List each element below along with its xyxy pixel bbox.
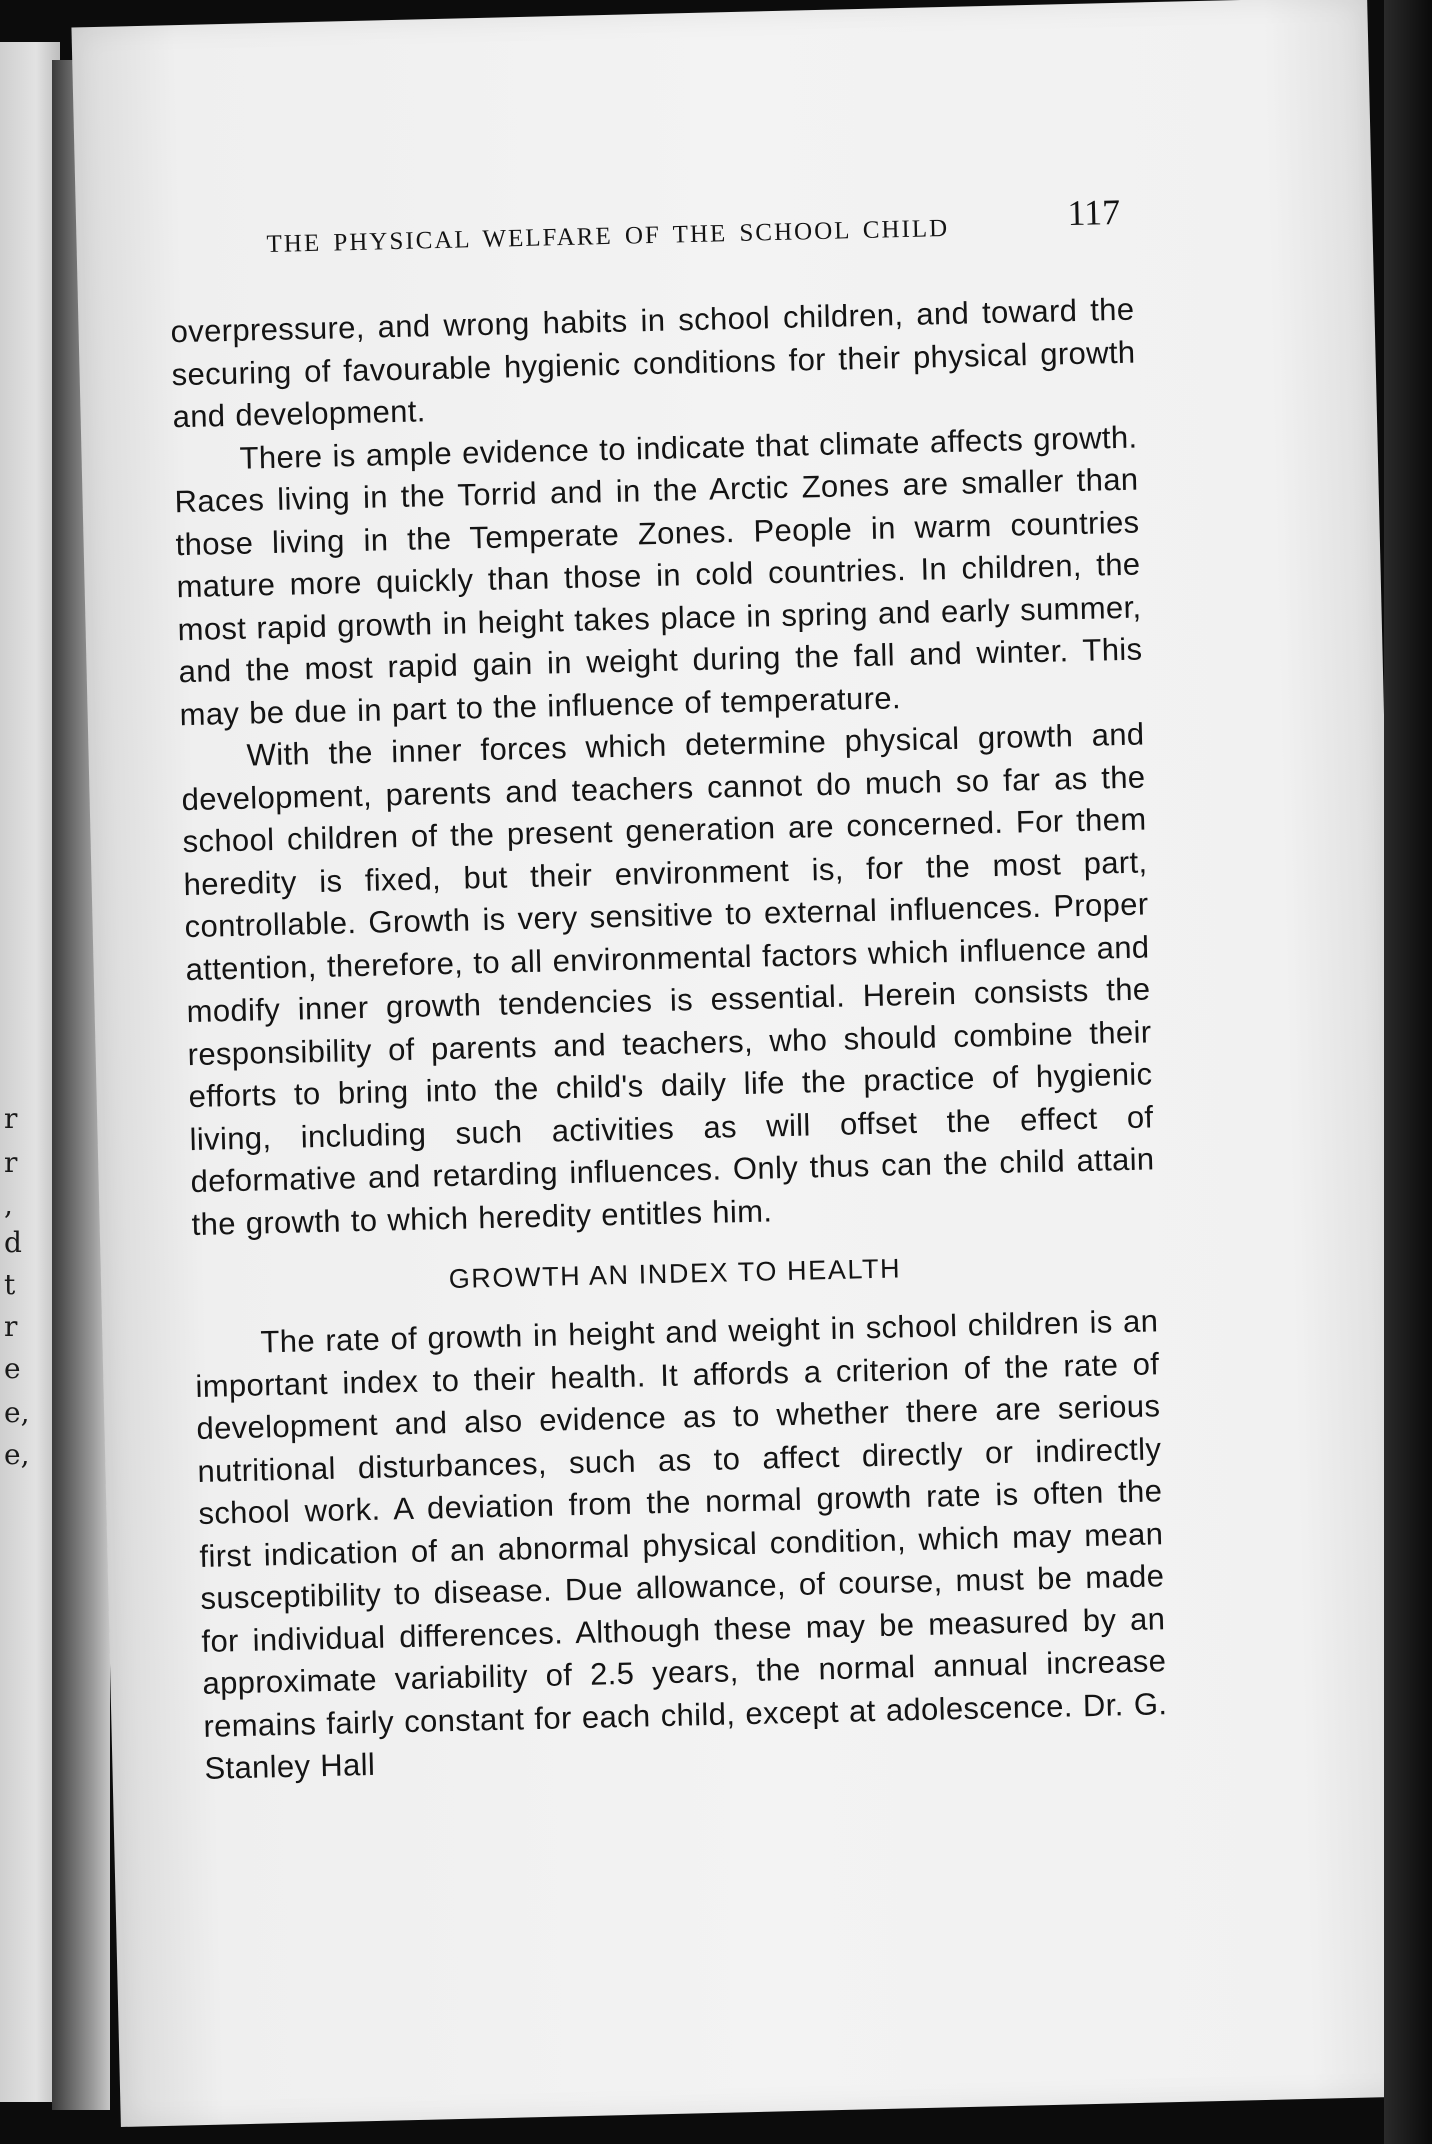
page-number: 117	[1066, 191, 1121, 234]
scanner-right-edge	[1384, 0, 1432, 2144]
left-page-fragment: ,	[4, 1188, 13, 1221]
book-page	[71, 0, 1416, 2127]
running-header	[168, 191, 1133, 274]
left-page-fragment: r	[4, 1310, 18, 1343]
previous-page-edge	[0, 42, 60, 2102]
section-heading: GROWTH AN INDEX TO HEALTH	[448, 1253, 902, 1295]
left-page-fragment: e,	[4, 1438, 30, 1471]
left-page-fragment: r	[4, 1146, 18, 1179]
paragraph-climate: There is ample evidence to indicate that climate affects growth. Races living in the Torrid and in the Arctic Zones are smaller than those living in the Temperate Zones. People in warm countries mature more quickly than those in cold countries. In children, the most rapid growth in height takes place in spring and early summer, and the most rapid gain in weight during the fall and winter. This may be due in part to the influence of temperature.	[174, 419, 1143, 732]
running-title: THE PHYSICAL WELFARE OF THE SCHOOL CHILD	[266, 214, 950, 259]
left-page-fragment: d	[4, 1226, 22, 1259]
paragraph-growth-index: The rate of growth in height and weight in school children is an important index to their health. It affords a criterion of the rate of development and also evidence as to whether there are serious nutritional disturbances, such as to affect directly or indirectly school work. A deviation from the normal growth rate is often the first indication of an abnormal physical condition, which may mean susceptibility to disease. Due allowance, of course, must be made for individual differences. Although these may be measured by an approximate variability of 2.5 years, the normal annual increase remains fairly constant for each child, except at adolescence. Dr. G. Stanley Hall	[195, 1303, 1168, 1786]
left-page-fragment: r	[4, 1102, 18, 1135]
paragraph-continued: overpressure, and wrong habits in school children, and toward the securing of favourable hygienic conditions for their physical growth and development.	[170, 291, 1136, 435]
paragraph-inner-forces: With the inner forces which determine physical growth and development, parents and teachers cannot do much so far as the school children of the present generation are concerned. For them heredity is fixed, but their environment is, for the most part, controllable. Growth is very sensitive to external influences. Proper attention, therefore, to all environmental factors which influence and modify inner growth tendencies is essential. Herein consists the responsibility of parents and teachers, who should combine their efforts to bring into the child's daily life the practice of hygienic living, including such activities as will offset the effect of deformative and retarding influences. Only thus can the child attain the growth to which heredity entitles him.	[181, 716, 1155, 1242]
page-text-block	[168, 191, 1169, 1791]
left-page-fragment: e,	[4, 1396, 30, 1429]
left-page-fragment: e	[4, 1352, 21, 1385]
left-page-fragment: t	[4, 1268, 16, 1301]
